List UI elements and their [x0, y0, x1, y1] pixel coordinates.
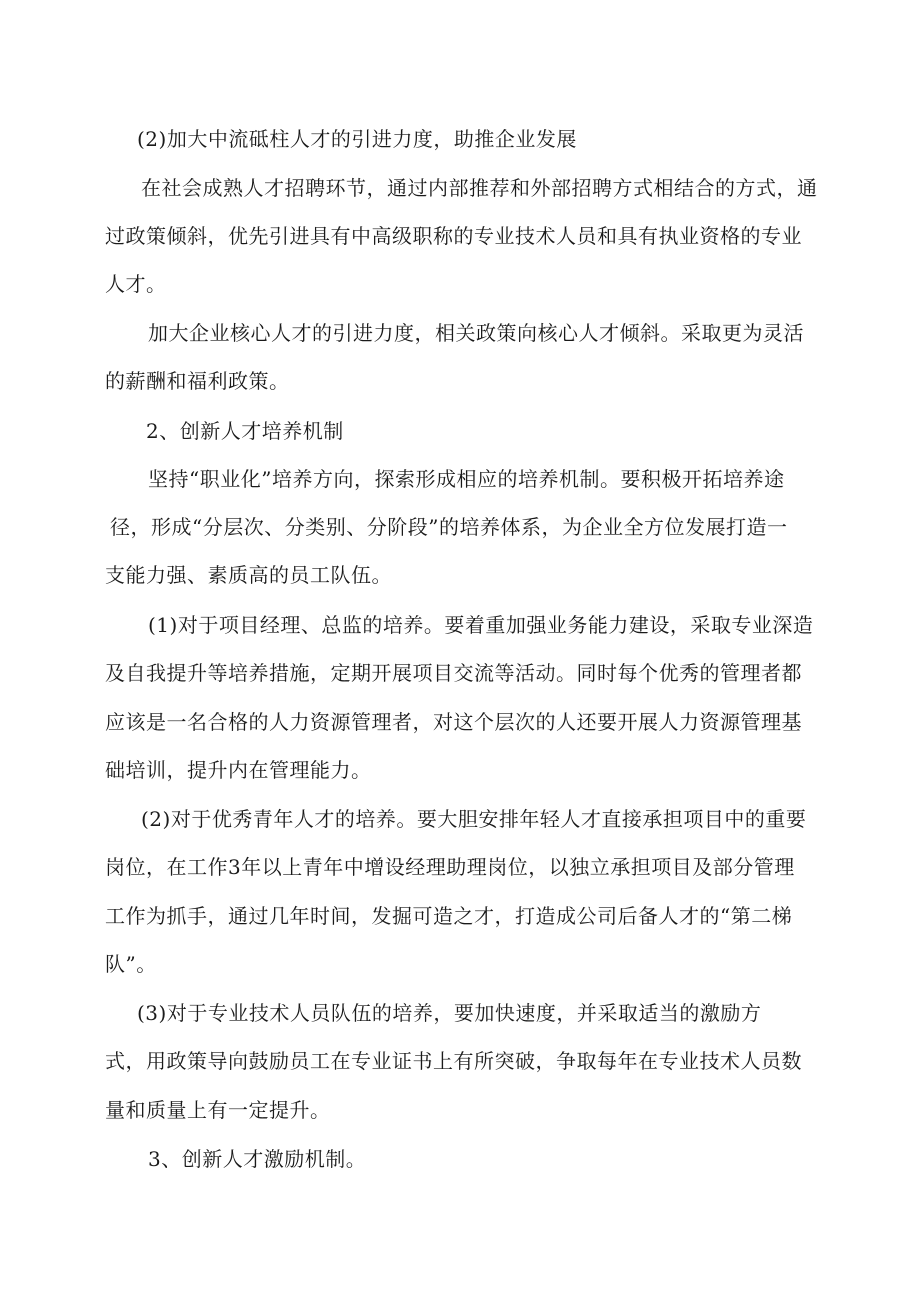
- paragraph-line: 工作为抓手，通过几年时间，发掘可造之才，打造成公司后备人才的“第二梯: [105, 904, 793, 928]
- paragraph-line: 坚持“职业化”培养方向，探索形成相应的培养机制。要积极开拓培养途: [148, 467, 785, 491]
- paragraph-line: 础培训，提升内在管理能力。: [105, 758, 372, 782]
- paragraph-line: 加大企业核心人才的引进力度，相关政策向核心人才倾斜。采取更为灵活: [148, 321, 804, 345]
- paragraph-line: 支能力强、素质高的员工队伍。: [105, 563, 392, 587]
- paragraph-line: 量和质量上有一定提升。: [105, 1098, 331, 1122]
- paragraph-line: 在社会成熟人才招聘环节，通过内部推荐和外部招聘方式相结合的方式，通: [141, 176, 818, 200]
- paragraph-line: 及自我提升等培养措施，定期开展项目交流等活动。同时每个优秀的管理者都: [105, 661, 802, 685]
- paragraph-line: 过政策倾斜，优先引进具有中高级职称的专业技术人员和具有执业资格的专业: [105, 224, 802, 248]
- paragraph-line: 应该是一名合格的人力资源管理者，对这个层次的人还要开展人力资源管理基: [105, 710, 802, 734]
- paragraph-line: 岗位，在工作3年以上青年中增设经理助理岗位，以独立承担项目及部分管理: [105, 855, 795, 879]
- paragraph-line: (3)对于专业技术人员队伍的培养，要加快速度，并采取适当的激励方: [137, 1001, 762, 1025]
- paragraph-line: 队”。: [105, 952, 157, 976]
- section-heading: (2)加大中流砥柱人才的引进力度，助推企业发展: [137, 127, 577, 151]
- paragraph-line: 的薪酬和福利政策。: [105, 369, 290, 393]
- section-heading: 3、创新人才激励机制。: [148, 1147, 367, 1171]
- paragraph-line: 式，用政策导向鼓励员工在专业证书上有所突破，争取每年在专业技术人员数: [105, 1049, 802, 1073]
- paragraph-line: 人才。: [105, 272, 167, 296]
- paragraph-line: (2)对于优秀青年人才的培养。要大胆安排年轻人才直接承担项目中的重要: [141, 807, 807, 831]
- section-heading: 2、创新人才培养机制: [146, 419, 344, 443]
- paragraph-line: (1)对于项目经理、总监的培养。要着重加强业务能力建设，采取专业深造: [148, 613, 814, 637]
- paragraph-line: 径，形成“分层次、分类别、分阶段”的培养体系，为企业全方位发展打造一: [110, 515, 788, 539]
